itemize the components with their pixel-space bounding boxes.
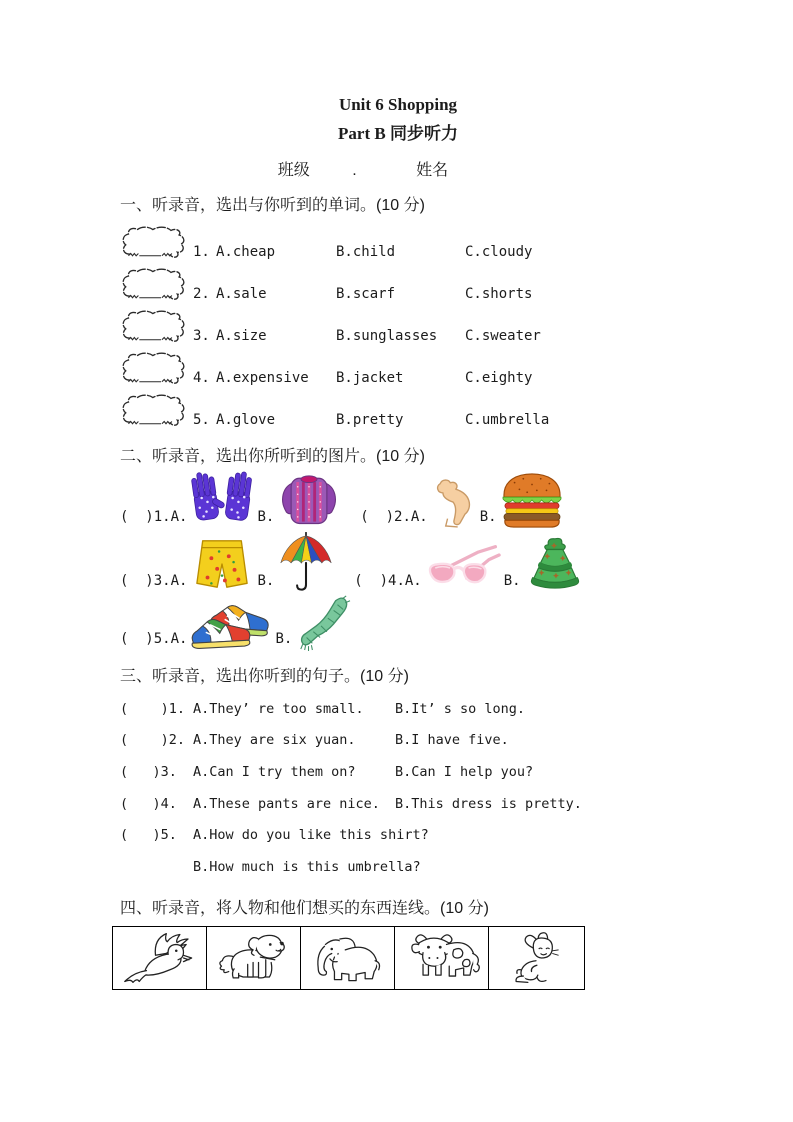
picture-row-2 — [120, 531, 676, 593]
option-b: B.child — [336, 244, 396, 260]
worksheet-title: Unit 6 Shopping — [338, 95, 458, 114]
table-cell — [207, 927, 301, 989]
option-a: A.glove — [216, 412, 276, 428]
option-a: A.expensive — [216, 370, 309, 386]
sentence-b: B.I have five. — [395, 732, 509, 749]
question-row-2 — [120, 263, 676, 305]
option-c: C.umbrella — [465, 412, 550, 428]
sentence-a: A.How do you like this shirt? — [193, 827, 429, 844]
umbrella-icon — [277, 531, 335, 593]
sneakers-icon — [190, 599, 272, 651]
listening-animal-sketch-icon — [120, 393, 193, 431]
question-row-3 — [120, 305, 676, 347]
answer-blank-and-option-a: ( )3.A. — [120, 573, 188, 589]
option-c: C.sweater — [465, 328, 541, 344]
sentence-row-1 — [120, 693, 676, 725]
class-name-line — [120, 157, 606, 180]
green-dress-icon — [524, 535, 586, 593]
answer-blank-and-option-a: ( )1.A. — [120, 509, 188, 525]
option-b: B.pretty — [336, 412, 404, 428]
sentence-a: A.They’ re too small. — [193, 700, 364, 717]
option-c: C.shorts — [465, 286, 533, 302]
rabbit-icon — [493, 930, 579, 986]
elephant-icon — [305, 930, 391, 986]
listening-animal-sketch-icon — [120, 225, 193, 263]
option-a: A.sale — [216, 286, 267, 302]
question-row-4 — [120, 347, 676, 389]
class-blank: . — [352, 162, 357, 179]
option-b-label: B. — [503, 573, 521, 589]
hamburger-icon — [500, 471, 564, 529]
option-a: A.cheap — [216, 244, 276, 260]
sentence-b: B.Can I help you? — [395, 763, 534, 780]
bird-icon — [117, 930, 203, 986]
section3-heading: 三、听录音，选出你听到的句子。(10 分) — [120, 668, 409, 685]
class-label: 班级 — [277, 162, 310, 179]
option-a: A.size — [216, 328, 267, 344]
answer-blank-and-option-a: ( )2.A. — [360, 509, 428, 525]
sentence-row-3 — [120, 756, 676, 788]
option-b: B.scarf — [336, 286, 396, 302]
sentence-b-line2: B.How much is this umbrella? — [193, 858, 421, 875]
table-cell — [395, 927, 489, 989]
answer-blank: ( )5. — [120, 827, 177, 844]
cow-icon — [399, 930, 485, 986]
table-cell — [489, 927, 583, 989]
section1-rows — [120, 221, 676, 431]
sentence-a: A.Can I try them on? — [193, 763, 356, 780]
sentence-b: B.This dress is pretty. — [395, 795, 582, 812]
option-c: C.eighty — [465, 370, 533, 386]
scarf-icon — [295, 595, 351, 651]
section1-heading: 一、听录音，选出与你听到的单词。(10 分) — [120, 197, 425, 214]
option-b-label: B. — [479, 509, 497, 525]
sentence-row-5-line2 — [120, 851, 676, 883]
dog-icon — [211, 930, 297, 986]
sentence-row-5 — [120, 819, 676, 851]
question-row-5 — [120, 389, 676, 431]
answer-blank: ( )2. — [120, 732, 186, 749]
section4-heading: 四、听录音，将人物和他们想买的东西连线。(10 分) — [120, 899, 489, 917]
sweater-icon — [277, 469, 341, 529]
answer-blank: ( )4. — [120, 795, 177, 812]
question-number: 2. — [193, 286, 210, 302]
answer-blank-and-option-a: ( )4.A. — [354, 573, 422, 589]
picture-row-3 — [120, 595, 676, 651]
question-row-1 — [120, 221, 676, 263]
name-label: 姓名 — [416, 162, 449, 179]
sentence-row-2 — [120, 725, 676, 757]
section2-heading: 二、听录音，选出你所听到的图片。(10 分) — [120, 448, 425, 465]
answer-blank-and-option-a: ( )5.A. — [120, 631, 188, 647]
listening-animal-sketch-icon — [120, 267, 193, 305]
matching-animal-table — [112, 926, 585, 990]
answer-blank: ( )3. — [120, 763, 177, 780]
sunglasses-icon — [425, 543, 501, 593]
option-b: B.sunglasses — [336, 328, 438, 344]
sentence-b: B.It’ s so long. — [395, 700, 526, 717]
answer-blank: ( )1. — [120, 700, 186, 717]
worksheet-subtitle: Part B 同步听力 — [338, 124, 458, 143]
option-b-label: B. — [257, 573, 275, 589]
question-number: 4. — [193, 370, 210, 386]
sentence-a: A.These pants are nice. — [193, 795, 380, 812]
option-c: C.cloudy — [465, 244, 533, 260]
gloves-icon — [190, 469, 254, 529]
sentence-a: A.They are six yuan. — [193, 732, 356, 749]
option-b-label: B. — [257, 509, 275, 525]
picture-row-1 — [120, 469, 676, 529]
question-number: 3. — [193, 328, 210, 344]
shorts-icon — [190, 537, 254, 593]
question-number: 1. — [193, 244, 210, 260]
listening-animal-sketch-icon — [120, 309, 193, 347]
section3-rows — [120, 693, 676, 883]
arm-icon — [431, 477, 477, 529]
table-cell — [301, 927, 395, 989]
table-cell — [113, 927, 207, 989]
sentence-row-4 — [120, 788, 676, 820]
question-number: 5. — [193, 412, 210, 428]
option-b-label: B. — [275, 631, 293, 647]
option-b: B.jacket — [336, 370, 404, 386]
listening-animal-sketch-icon — [120, 351, 193, 389]
